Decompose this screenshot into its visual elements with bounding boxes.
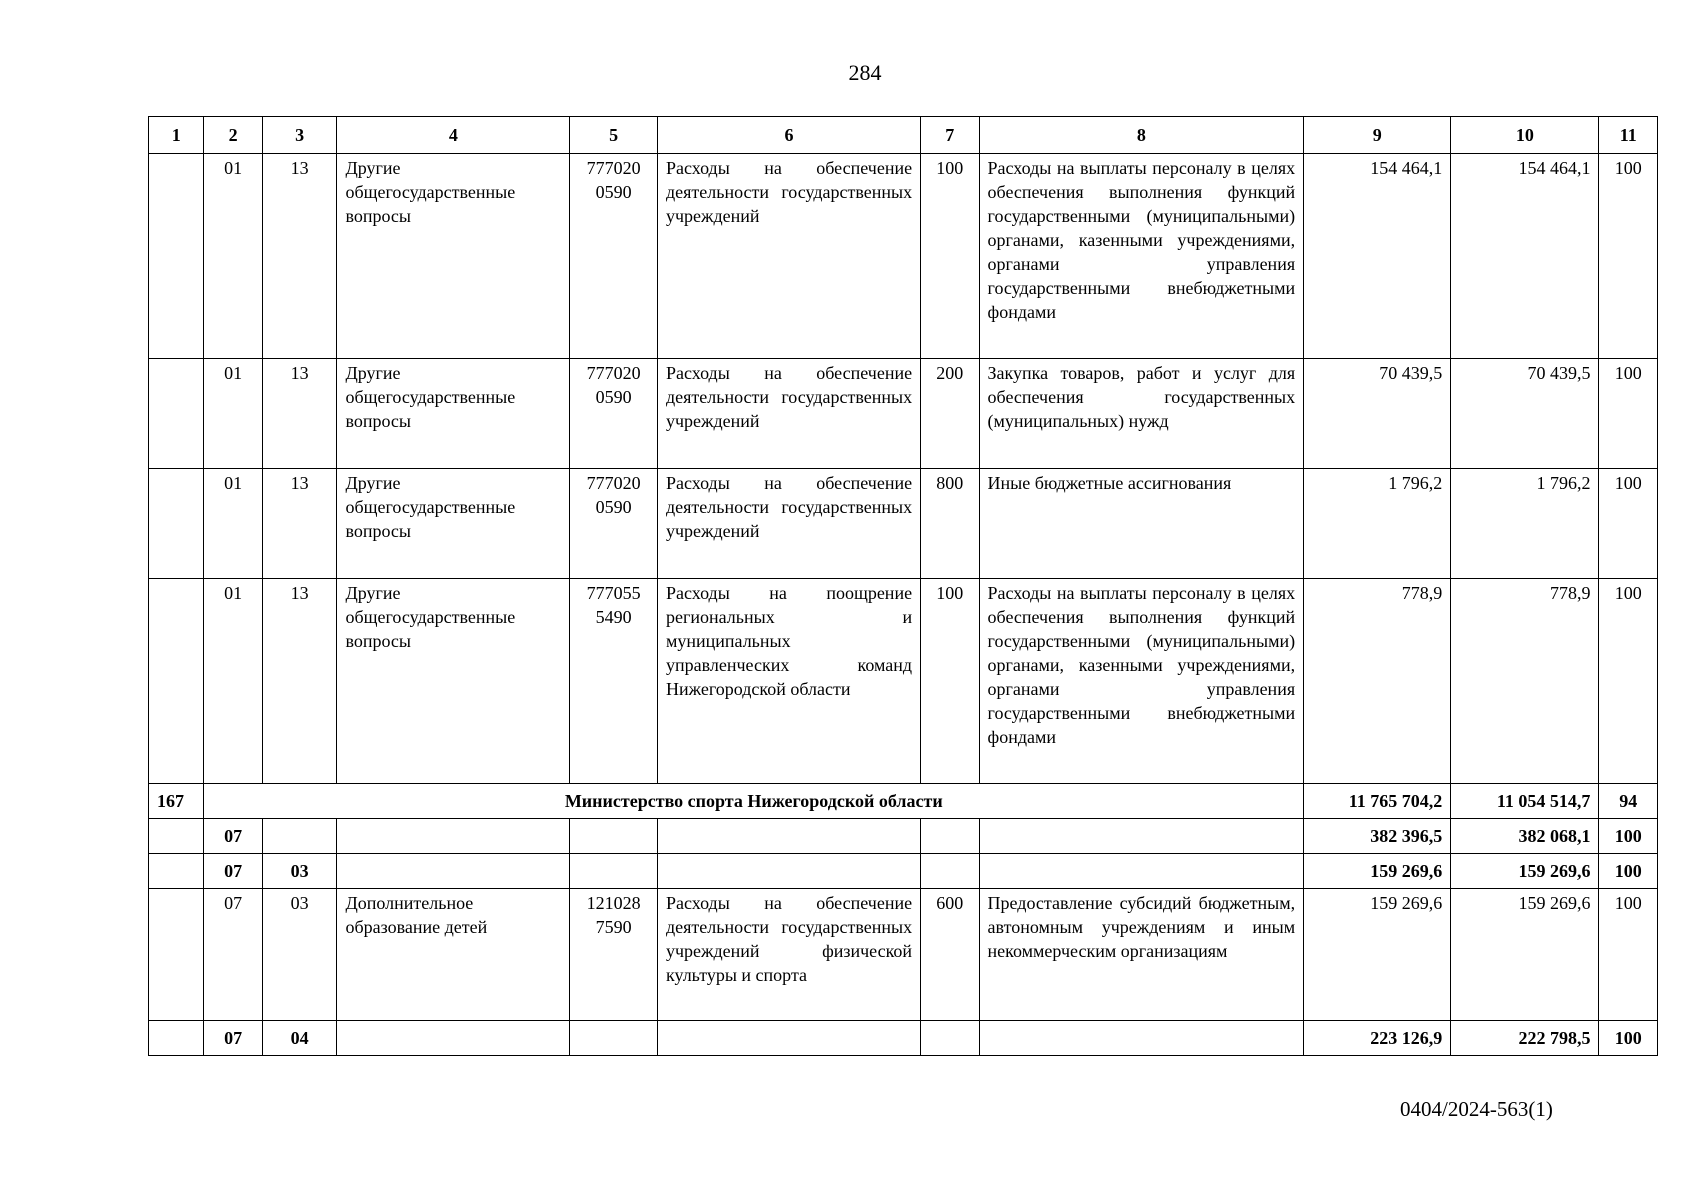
ministry-code: 167 <box>149 784 204 819</box>
cell-section-name <box>337 854 570 889</box>
header-col-10: 10 <box>1451 117 1599 154</box>
cell-article-name <box>658 1021 921 1056</box>
cell-expense-type-name: Расходы на выплаты персоналу в целях обеспечения выполнения функций государственными (муниципальными) органами, казенными учреждениями, органами управления государственными внебюджетными фондами <box>979 154 1304 359</box>
cell-percent: 100 <box>1599 819 1658 854</box>
cell-actual: 382 068,1 <box>1451 819 1599 854</box>
cell-section: 01 <box>204 359 262 469</box>
cell-plan: 382 396,5 <box>1304 819 1451 854</box>
cell-subsection <box>262 819 337 854</box>
cell-plan: 1 796,2 <box>1304 469 1451 579</box>
cell-expense-type-name: Расходы на выплаты персоналу в целях обеспечения выполнения функций государственными (муниципальными) органами, казенными учреждениями, органами управления государственными внебюджетными фондами <box>979 579 1304 784</box>
cell-code <box>149 579 204 784</box>
header-col-5: 5 <box>570 117 658 154</box>
cell-section: 07 <box>204 889 262 1021</box>
summary-row <box>149 854 1658 889</box>
cell-subsection: 03 <box>262 854 337 889</box>
cell-expense-type-name: Иные бюджетные ассигнования <box>979 469 1304 579</box>
header-row <box>149 117 1658 154</box>
ministry-plan: 11 765 704,2 <box>1304 784 1451 819</box>
summary-row <box>149 1021 1658 1056</box>
header-col-8: 8 <box>979 117 1304 154</box>
cell-actual: 778,9 <box>1451 579 1599 784</box>
ministry-actual: 11 054 514,7 <box>1451 784 1599 819</box>
cell-target-article: 777020 0590 <box>570 359 658 469</box>
cell-subsection: 04 <box>262 1021 337 1056</box>
header-col-1: 1 <box>149 117 204 154</box>
cell-percent: 100 <box>1599 469 1658 579</box>
cell-code <box>149 1021 204 1056</box>
cell-plan: 70 439,5 <box>1304 359 1451 469</box>
cell-target-article <box>570 1021 658 1056</box>
header-col-9: 9 <box>1304 117 1451 154</box>
summary-row <box>149 819 1658 854</box>
cell-plan: 159 269,6 <box>1304 854 1451 889</box>
table-row <box>149 469 1658 579</box>
cell-percent: 100 <box>1599 154 1658 359</box>
document-code: 0404/2024-563(1) <box>1400 1097 1553 1121</box>
cell-code <box>149 889 204 1021</box>
cell-section-name <box>337 1021 570 1056</box>
cell-actual: 70 439,5 <box>1451 359 1599 469</box>
cell-target-article: 121028 7590 <box>570 889 658 1021</box>
cell-code <box>149 854 204 889</box>
budget-table <box>148 116 1658 1056</box>
cell-actual: 154 464,1 <box>1451 154 1599 359</box>
cell-expense-type-name <box>979 819 1304 854</box>
cell-percent: 100 <box>1599 579 1658 784</box>
cell-percent: 100 <box>1599 1021 1658 1056</box>
cell-actual: 159 269,6 <box>1451 854 1599 889</box>
cell-section: 01 <box>204 579 262 784</box>
ministry-row <box>149 784 1658 819</box>
cell-target-article: 777020 0590 <box>570 154 658 359</box>
cell-target-article: 777020 0590 <box>570 469 658 579</box>
cell-section: 01 <box>204 469 262 579</box>
cell-subsection: 13 <box>262 579 337 784</box>
page-number: 284 <box>848 60 882 85</box>
cell-expense-type-name: Закупка товаров, работ и услуг для обеспечения государственных (муниципальных) нужд <box>979 359 1304 469</box>
cell-section-name: Другие общегосударственные вопросы <box>337 154 570 359</box>
cell-article-name: Расходы на поощрение региональных и муниципальных управленческих команд Нижегородской области <box>658 579 921 784</box>
cell-expense-type: 100 <box>921 154 979 359</box>
header-col-3: 3 <box>262 117 337 154</box>
header-col-6: 6 <box>658 117 921 154</box>
cell-article-name: Расходы на обеспечение деятельности государственных учреждений <box>658 359 921 469</box>
table-row <box>149 889 1658 1021</box>
cell-percent: 100 <box>1599 889 1658 1021</box>
cell-expense-type <box>921 819 979 854</box>
cell-target-article <box>570 854 658 889</box>
cell-plan: 159 269,6 <box>1304 889 1451 1021</box>
cell-expense-type: 100 <box>921 579 979 784</box>
cell-section-name <box>337 819 570 854</box>
cell-section-name: Другие общегосударственные вопросы <box>337 579 570 784</box>
cell-plan: 154 464,1 <box>1304 154 1451 359</box>
cell-subsection: 13 <box>262 469 337 579</box>
header-col-2: 2 <box>204 117 262 154</box>
cell-expense-type <box>921 854 979 889</box>
cell-percent: 100 <box>1599 359 1658 469</box>
cell-section: 07 <box>204 854 262 889</box>
ministry-percent: 94 <box>1599 784 1658 819</box>
cell-code <box>149 819 204 854</box>
cell-section-name: Дополнительное образование детей <box>337 889 570 1021</box>
cell-article-name: Расходы на обеспечение деятельности государственных учреждений физической культуры и спорта <box>658 889 921 1021</box>
cell-code <box>149 154 204 359</box>
header-col-4: 4 <box>337 117 570 154</box>
cell-plan: 778,9 <box>1304 579 1451 784</box>
table-row <box>149 154 1658 359</box>
cell-expense-type: 600 <box>921 889 979 1021</box>
cell-subsection: 13 <box>262 359 337 469</box>
cell-expense-type-name: Предоставление субсидий бюджетным, автономным учреждениям и иным некоммерческим организациям <box>979 889 1304 1021</box>
cell-article-name <box>658 854 921 889</box>
cell-actual: 159 269,6 <box>1451 889 1599 1021</box>
cell-subsection: 03 <box>262 889 337 1021</box>
cell-target-article: 777055 5490 <box>570 579 658 784</box>
cell-article-name <box>658 819 921 854</box>
header-col-11: 11 <box>1599 117 1658 154</box>
ministry-title: Министерство спорта Нижегородской области <box>204 784 1304 819</box>
cell-code <box>149 469 204 579</box>
cell-section: 01 <box>204 154 262 359</box>
cell-expense-type <box>921 1021 979 1056</box>
cell-section-name: Другие общегосударственные вопросы <box>337 469 570 579</box>
cell-article-name: Расходы на обеспечение деятельности государственных учреждений <box>658 154 921 359</box>
cell-code <box>149 359 204 469</box>
cell-plan: 223 126,9 <box>1304 1021 1451 1056</box>
cell-section: 07 <box>204 1021 262 1056</box>
cell-expense-type-name <box>979 854 1304 889</box>
table-row <box>149 359 1658 469</box>
header-col-7: 7 <box>921 117 979 154</box>
cell-article-name: Расходы на обеспечение деятельности государственных учреждений <box>658 469 921 579</box>
cell-actual: 222 798,5 <box>1451 1021 1599 1056</box>
cell-target-article <box>570 819 658 854</box>
table-row <box>149 579 1658 784</box>
cell-section: 07 <box>204 819 262 854</box>
cell-actual: 1 796,2 <box>1451 469 1599 579</box>
cell-subsection: 13 <box>262 154 337 359</box>
cell-expense-type: 800 <box>921 469 979 579</box>
cell-expense-type-name <box>979 1021 1304 1056</box>
cell-percent: 100 <box>1599 854 1658 889</box>
cell-section-name: Другие общегосударственные вопросы <box>337 359 570 469</box>
cell-expense-type: 200 <box>921 359 979 469</box>
